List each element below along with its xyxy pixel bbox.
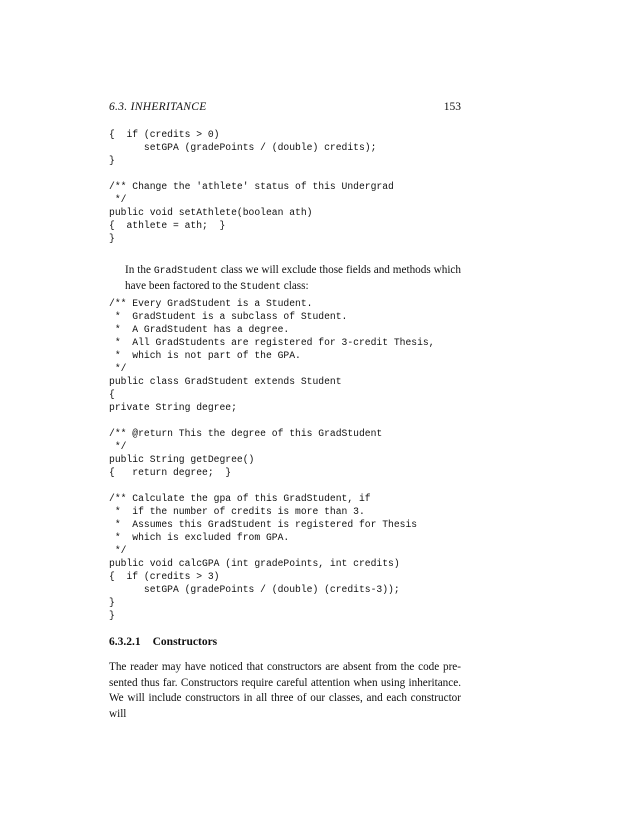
- code-line: [109, 167, 394, 180]
- subsection-title: Constructors: [152, 636, 218, 648]
- code-line: { return degree; }: [109, 467, 232, 478]
- code-line: }: [109, 233, 115, 244]
- code-line: { athlete = ath; }: [109, 220, 226, 231]
- code-line: * A GradStudent has a degree.: [109, 324, 290, 335]
- text-run: class we will exclude those fields and methods which: [217, 264, 461, 276]
- code-line: * Assumes this GradStudent is registered for Thesis: [109, 519, 418, 530]
- paragraph-line: We will include constructors in all three of our classes, and each constructor will: [109, 692, 461, 720]
- paragraph-line: [109, 279, 461, 295]
- code-line: setGPA (gradePoints / (double) credits);: [109, 142, 377, 153]
- code-line: public void calcGPA (int gradePoints, int credits): [109, 558, 400, 569]
- code-line: }: [109, 610, 115, 621]
- code-line: * if the number of credits is more than 3.: [109, 506, 365, 517]
- code-line: */: [109, 545, 127, 556]
- inline-code: GradStudent: [153, 265, 218, 276]
- paragraph-line: The reader may have noticed that constructors are absent from the code pre-: [109, 661, 461, 673]
- paragraph-line: [109, 263, 461, 279]
- running-header: [109, 99, 461, 115]
- code-line: [109, 479, 435, 492]
- code-line: public void setAthlete(boolean ath): [109, 207, 313, 218]
- paragraph-constructors: [109, 660, 461, 722]
- code-line: { if (credits > 0): [109, 129, 220, 140]
- subsection-heading: [109, 634, 217, 650]
- header-page-number: 153: [443, 101, 461, 113]
- code-line: /** Every GradStudent is a Student.: [109, 298, 313, 309]
- code-line: * which is not part of the GPA.: [109, 350, 301, 361]
- paragraph-line: sented thus far. Constructors require careful attention when using inheritance.: [109, 676, 461, 689]
- code-line: { if (credits > 3): [109, 571, 220, 582]
- code-block-gradstudent: [109, 297, 435, 622]
- header-section-title: 6.3. INHERITANCE: [109, 101, 207, 113]
- code-line: {: [109, 389, 115, 400]
- code-block-undergrad-end: [109, 128, 394, 245]
- code-line: private String degree;: [109, 402, 237, 413]
- subsection-number: 6.3.2.1: [109, 636, 141, 648]
- code-line: public class GradStudent extends Student: [109, 376, 342, 387]
- code-line: * which is excluded from GPA.: [109, 532, 290, 543]
- text-run: In the: [125, 264, 154, 276]
- code-line: [109, 414, 435, 427]
- code-line: }: [109, 597, 115, 608]
- code-line: * All GradStudents are registered for 3-credit Thesis,: [109, 337, 435, 348]
- code-line: }: [109, 155, 115, 166]
- code-line: */: [109, 363, 127, 374]
- code-line: /** @return This the degree of this GradStudent: [109, 428, 383, 439]
- inline-code: Student: [240, 280, 281, 292]
- code-line: setGPA (gradePoints / (double) (credits-3));: [109, 584, 400, 595]
- code-line: */: [109, 441, 127, 452]
- code-line: */: [109, 194, 127, 205]
- code-line: * GradStudent is a subclass of Student.: [109, 311, 348, 322]
- code-line: /** Calculate the gpa of this GradStudent, if: [109, 493, 371, 504]
- code-line: /** Change the 'athlete' status of this Undergrad: [109, 181, 394, 192]
- text-run: have been factored to the: [125, 279, 241, 292]
- paragraph-gradstudent-intro: [109, 263, 461, 294]
- text-run: class:: [280, 279, 309, 292]
- code-line: public String getDegree(): [109, 454, 255, 465]
